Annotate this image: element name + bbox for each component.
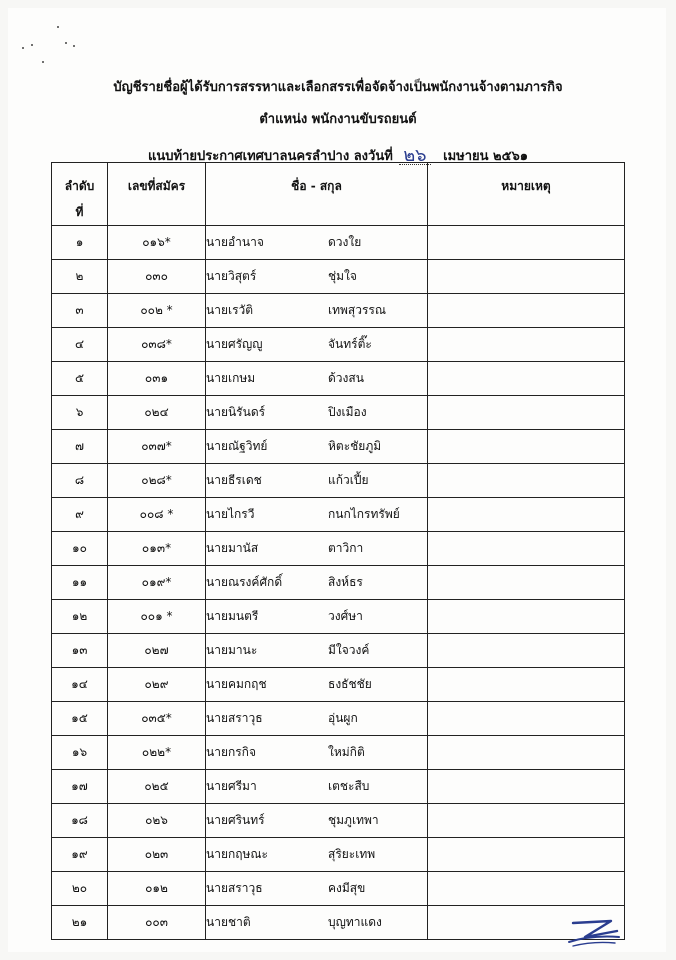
- row-first-name: นายธีรเดช: [206, 473, 262, 487]
- row-order: ๖: [52, 396, 108, 430]
- table-row: [52, 702, 625, 736]
- table-row: [52, 260, 625, 294]
- table-row: [52, 532, 625, 566]
- row-first-name: นายคมกฤช: [206, 677, 267, 691]
- row-first-name: นายศรีมา: [206, 779, 257, 793]
- row-first-name: นายสราวุธ: [206, 881, 263, 895]
- row-last-name: เทพสุวรรณ: [328, 303, 387, 317]
- row-name: [206, 396, 428, 430]
- row-first-name: นายนิรันดร์: [206, 405, 266, 419]
- header-remark: หมายเหตุ: [428, 163, 625, 226]
- row-name: [206, 566, 428, 600]
- row-first-name: นายกรกิจ: [206, 745, 256, 759]
- row-name: [206, 736, 428, 770]
- row-order: ๑๖: [52, 736, 108, 770]
- row-last-name: ชุ่มใจ: [328, 269, 357, 283]
- row-remark: [428, 498, 625, 532]
- row-last-name: มีใจวงค์: [328, 643, 370, 657]
- row-name: [206, 838, 428, 872]
- row-remark: [428, 804, 625, 838]
- row-name: [206, 362, 428, 396]
- row-order: ๑๕: [52, 702, 108, 736]
- row-first-name: นายณรงค์ศักดิ์: [206, 575, 283, 589]
- row-app-no: ๐๓๑: [108, 362, 206, 396]
- row-name: [206, 804, 428, 838]
- row-last-name: ธงธัชชัย: [328, 677, 372, 691]
- row-name: [206, 464, 428, 498]
- row-remark: [428, 600, 625, 634]
- row-last-name: เตชะสืบ: [328, 779, 370, 793]
- row-last-name: บุญทาแดง: [328, 915, 382, 929]
- row-remark: [428, 736, 625, 770]
- candidate-table: [51, 162, 625, 940]
- table-row: [52, 498, 625, 532]
- header-app-no: เลขที่สมัคร: [108, 163, 206, 226]
- row-last-name: กนกไกรทรัพย์: [328, 507, 400, 521]
- row-app-no: ๐๑๙*: [108, 566, 206, 600]
- row-name: [206, 226, 428, 260]
- row-remark: [428, 362, 625, 396]
- table-row: [52, 634, 625, 668]
- row-order: ๒: [52, 260, 108, 294]
- row-first-name: นายศรัญญู: [206, 337, 263, 351]
- signature-scribble-icon: [565, 915, 625, 949]
- row-order: ๑๙: [52, 838, 108, 872]
- row-app-no: ๐๒๕: [108, 770, 206, 804]
- row-name: [206, 430, 428, 464]
- table-row: [52, 872, 625, 906]
- row-order: ๗: [52, 430, 108, 464]
- row-last-name: จันทร์ติ๊ะ: [328, 337, 372, 351]
- table-row: [52, 770, 625, 804]
- row-app-no: ๐๓๗*: [108, 430, 206, 464]
- row-name: [206, 532, 428, 566]
- row-name: [206, 770, 428, 804]
- row-name: [206, 498, 428, 532]
- table-row: [52, 566, 625, 600]
- row-app-no: ๐๓๘*: [108, 328, 206, 362]
- table-row: [52, 736, 625, 770]
- row-first-name: นายศรินทร์: [206, 813, 265, 827]
- row-order: ๙: [52, 498, 108, 532]
- position-line: ตำแหน่ง พนักงานขับรถยนต์: [259, 112, 417, 127]
- row-remark: [428, 294, 625, 328]
- row-last-name: วงศ์ษา: [328, 609, 363, 623]
- row-first-name: นายเกษม: [206, 371, 256, 385]
- row-order: ๕: [52, 362, 108, 396]
- table-row: [52, 396, 625, 430]
- row-remark: [428, 872, 625, 906]
- table-row: [52, 838, 625, 872]
- row-first-name: นายมนตรี: [206, 609, 259, 623]
- row-app-no: ๐๒๓: [108, 838, 206, 872]
- row-app-no: ๐๐๘ *: [108, 498, 206, 532]
- row-last-name: แก้วเปี้ย: [328, 473, 369, 487]
- row-first-name: นายณัฐวิทย์: [206, 439, 268, 453]
- document-title: บัญชีรายชื่อผู้ได้รับการสรรหาและเลือกสรรเพื่อจัดจ้างเป็นพนักงานจ้างตามภารกิจ: [113, 80, 563, 95]
- row-order: ๒๐: [52, 872, 108, 906]
- row-order: ๑๗: [52, 770, 108, 804]
- row-order: ๒๑: [52, 906, 108, 940]
- row-remark: [428, 532, 625, 566]
- row-order: ๑๘: [52, 804, 108, 838]
- row-remark: [428, 770, 625, 804]
- row-app-no: ๐๒๔: [108, 396, 206, 430]
- row-last-name: อุ่นผูก: [328, 711, 358, 725]
- row-last-name: หิตะชัยภูมิ: [328, 439, 382, 453]
- row-last-name: ปิงเมือง: [328, 405, 367, 419]
- annex-prefix: แนบท้ายประกาศเทศบาลนครลำปาง ลงวันที่: [148, 149, 393, 164]
- table-row: [52, 804, 625, 838]
- table-header-row: [52, 163, 625, 226]
- row-name: [206, 600, 428, 634]
- row-app-no: ๐๑๓*: [108, 532, 206, 566]
- row-order: ๓: [52, 294, 108, 328]
- table-row: [52, 294, 625, 328]
- row-app-no: ๐๑๒: [108, 872, 206, 906]
- row-first-name: นายอำนาจ: [206, 235, 264, 249]
- row-app-no: ๐๐๑ *: [108, 600, 206, 634]
- row-first-name: นายสราวุธ: [206, 711, 263, 725]
- row-app-no: ๐๒๘*: [108, 464, 206, 498]
- row-remark: [428, 464, 625, 498]
- row-first-name: นายเรวัติ: [206, 303, 254, 317]
- row-last-name: ชุมภูเทพา: [328, 813, 379, 827]
- row-order: ๑๓: [52, 634, 108, 668]
- row-last-name: ใหม่กิติ: [328, 745, 365, 759]
- row-last-name: ด้วงสน: [328, 371, 364, 385]
- row-order: ๑๑: [52, 566, 108, 600]
- table-body: [52, 226, 625, 940]
- row-app-no: ๐๒๒*: [108, 736, 206, 770]
- row-name: [206, 702, 428, 736]
- table-row: [52, 600, 625, 634]
- row-app-no: ๐๐๒ *: [108, 294, 206, 328]
- table-row: [52, 430, 625, 464]
- row-remark: [428, 430, 625, 464]
- table-row: [52, 668, 625, 702]
- row-remark: [428, 634, 625, 668]
- row-order: ๔: [52, 328, 108, 362]
- row-remark: [428, 260, 625, 294]
- table-row: [52, 328, 625, 362]
- row-order: ๑: [52, 226, 108, 260]
- row-order: ๑๐: [52, 532, 108, 566]
- row-name: [206, 906, 428, 940]
- table-row: [52, 906, 625, 940]
- row-remark: [428, 566, 625, 600]
- row-first-name: นายชาติ: [206, 915, 251, 929]
- row-order: ๘: [52, 464, 108, 498]
- row-app-no: ๐๒๗: [108, 634, 206, 668]
- row-remark: [428, 838, 625, 872]
- row-app-no: ๐๒๖: [108, 804, 206, 838]
- row-name: [206, 668, 428, 702]
- row-order: ๑๒: [52, 600, 108, 634]
- row-order: ๑๔: [52, 668, 108, 702]
- header-order: ลำดับ ที่: [52, 163, 108, 226]
- row-remark: [428, 226, 625, 260]
- row-last-name: ดวงใย: [328, 235, 362, 249]
- row-name: [206, 872, 428, 906]
- row-last-name: คงมีสุข: [328, 881, 366, 895]
- row-name: [206, 294, 428, 328]
- row-last-name: ตาวิกา: [328, 541, 364, 555]
- row-name: [206, 260, 428, 294]
- header-name: ชื่อ - สกุล: [206, 163, 428, 226]
- row-last-name: สุริยะเทพ: [328, 847, 376, 861]
- row-app-no: ๐๑๖*: [108, 226, 206, 260]
- row-app-no: ๐๓๕*: [108, 702, 206, 736]
- table-row: [52, 464, 625, 498]
- row-remark: [428, 396, 625, 430]
- row-name: [206, 634, 428, 668]
- row-remark: [428, 702, 625, 736]
- row-first-name: นายวิสุตร์: [206, 269, 257, 283]
- table-row: [52, 362, 625, 396]
- row-first-name: นายมานะ: [206, 643, 258, 657]
- row-remark: [428, 668, 625, 702]
- table-row: [52, 226, 625, 260]
- row-last-name: สิงห์ธร: [328, 575, 363, 589]
- row-remark: [428, 328, 625, 362]
- annex-suffix: เมษายน ๒๕๖๑: [443, 149, 528, 164]
- row-first-name: นายกฤษณะ: [206, 847, 268, 861]
- row-app-no: ๐๐๓: [108, 906, 206, 940]
- row-first-name: นายไกรวี: [206, 507, 255, 521]
- row-app-no: ๐๓๐: [108, 260, 206, 294]
- row-name: [206, 328, 428, 362]
- row-app-no: ๐๒๙: [108, 668, 206, 702]
- row-first-name: นายมานัส: [206, 541, 259, 555]
- annex-day-handwritten: ๒๖: [403, 145, 427, 166]
